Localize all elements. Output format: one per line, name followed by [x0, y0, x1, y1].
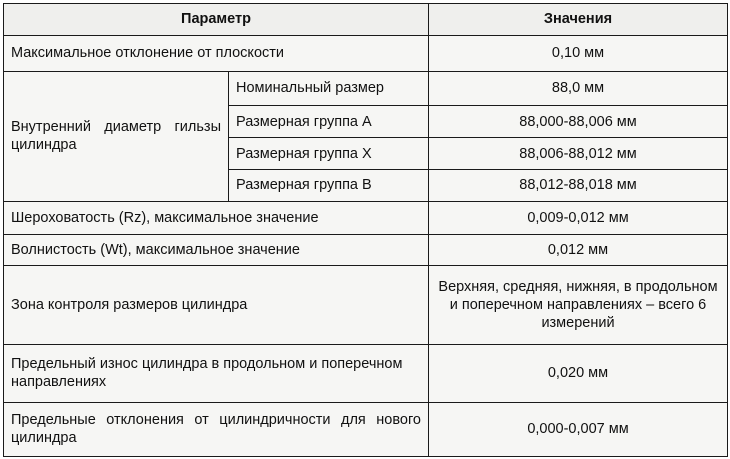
row-control-zone-value: Верхняя, средняя, нижняя, в продольном и поперечном направлениях – всего 6 измерений — [429, 266, 728, 345]
table-row — [4, 35, 728, 71]
sub-row-group-x-value: 88,006-88,012 мм — [429, 138, 728, 170]
table-row — [4, 201, 728, 234]
sub-row-group-b-value: 88,012-88,018 мм — [429, 170, 728, 202]
sub-row-group-a-value: 88,000-88,006 мм — [429, 106, 728, 138]
row-waviness-label: Волнистость (Wt), максимальное значение — [4, 234, 429, 266]
sub-row-group-a-label: Размерная группа А — [229, 106, 429, 138]
row-cylindricity-value: 0,000-0,007 мм — [429, 402, 728, 456]
row-wear-limit-value: 0,020 мм — [429, 345, 728, 402]
table-row — [4, 345, 728, 402]
table-row — [4, 234, 728, 266]
row-control-zone-label: Зона контроля размеров цилиндра — [4, 266, 429, 345]
sub-row-group-b-label: Размерная группа В — [229, 170, 429, 202]
row-flatness-value: 0,10 мм — [429, 35, 728, 71]
table-row — [4, 402, 728, 456]
row-flatness-label: Максимальное отклонение от плоскости — [4, 35, 429, 71]
row-roughness-label: Шероховатость (Rz), максимальное значение — [4, 201, 429, 234]
spec-table — [3, 3, 728, 457]
bore-diameter-label: Внутренний диаметр гильзы цилиндра — [4, 71, 229, 201]
header-parameter: Параметр — [4, 4, 429, 36]
sub-row-group-x-label: Размерная группа X — [229, 138, 429, 170]
table-row — [4, 266, 728, 345]
row-waviness-value: 0,012 мм — [429, 234, 728, 266]
table-row — [4, 71, 728, 106]
sub-row-nominal-label: Номинальный размер — [229, 71, 429, 106]
row-cylindricity-label: Предельные отклонения от цилиндричности для нового цилиндра — [4, 402, 429, 456]
sub-row-nominal-value: 88,0 мм — [429, 71, 728, 106]
table-header-row — [4, 4, 728, 36]
row-wear-limit-label: Предельный износ цилиндра в продольном и поперечном направлениях — [4, 345, 429, 402]
header-values: Значения — [429, 4, 728, 36]
row-roughness-value: 0,009-0,012 мм — [429, 201, 728, 234]
